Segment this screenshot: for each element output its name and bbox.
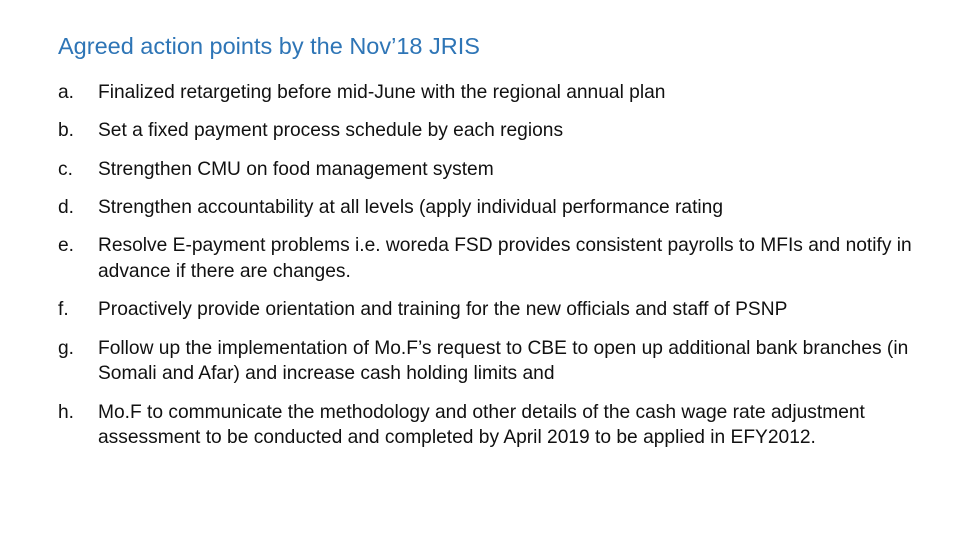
- list-item-text: Strengthen accountability at all levels (apply individual performance rating: [98, 196, 724, 218]
- list-item-text: Strengthen CMU on food management system: [98, 158, 494, 180]
- list-marker: e.: [58, 235, 75, 257]
- list-marker: d.: [58, 196, 75, 218]
- list-marker: a.: [58, 82, 75, 103]
- list-item-text: Mo.F to communicate the methodology and other details of the cash wage rate adjustment assessment to be conducted and completed by April 2019 to be applied in EFY2012.: [98, 401, 865, 449]
- list-item-text: Set a fixed payment process schedule by each regions: [98, 120, 564, 142]
- list-marker: h.: [58, 401, 75, 423]
- list-item-text: Resolve E-payment problems i.e. woreda FSD provides consistent payrolls to MFIs and notify in advance if there are changes.: [98, 235, 912, 282]
- list-marker: b.: [58, 120, 75, 142]
- list-item-c: [58, 157, 938, 183]
- list-item-a: [58, 80, 938, 106]
- list-item-text: Proactively provide orientation and training for the new officials and staff of PSNP: [98, 299, 788, 321]
- list-item-h: [58, 400, 938, 452]
- list-marker: c.: [58, 158, 73, 180]
- list-item-e: [58, 233, 938, 285]
- list-item-d: [58, 195, 938, 221]
- list-marker: f.: [58, 299, 69, 321]
- list-item-b: [58, 118, 938, 144]
- list-item-text: Follow up the implementation of Mo.F’s request to CBE to open up additional bank branches (in Somali and Afar) and increase cash holding limits and: [98, 337, 909, 385]
- list-item-g: [58, 336, 938, 388]
- slide-title: Agreed action points by the Nov’18 JRIS: [58, 33, 480, 59]
- list-item-f: [58, 297, 938, 323]
- list-marker: g.: [58, 337, 75, 359]
- list-item-text: Finalized retargeting before mid-June with the regional annual plan: [98, 82, 666, 103]
- action-points-list: [58, 80, 938, 464]
